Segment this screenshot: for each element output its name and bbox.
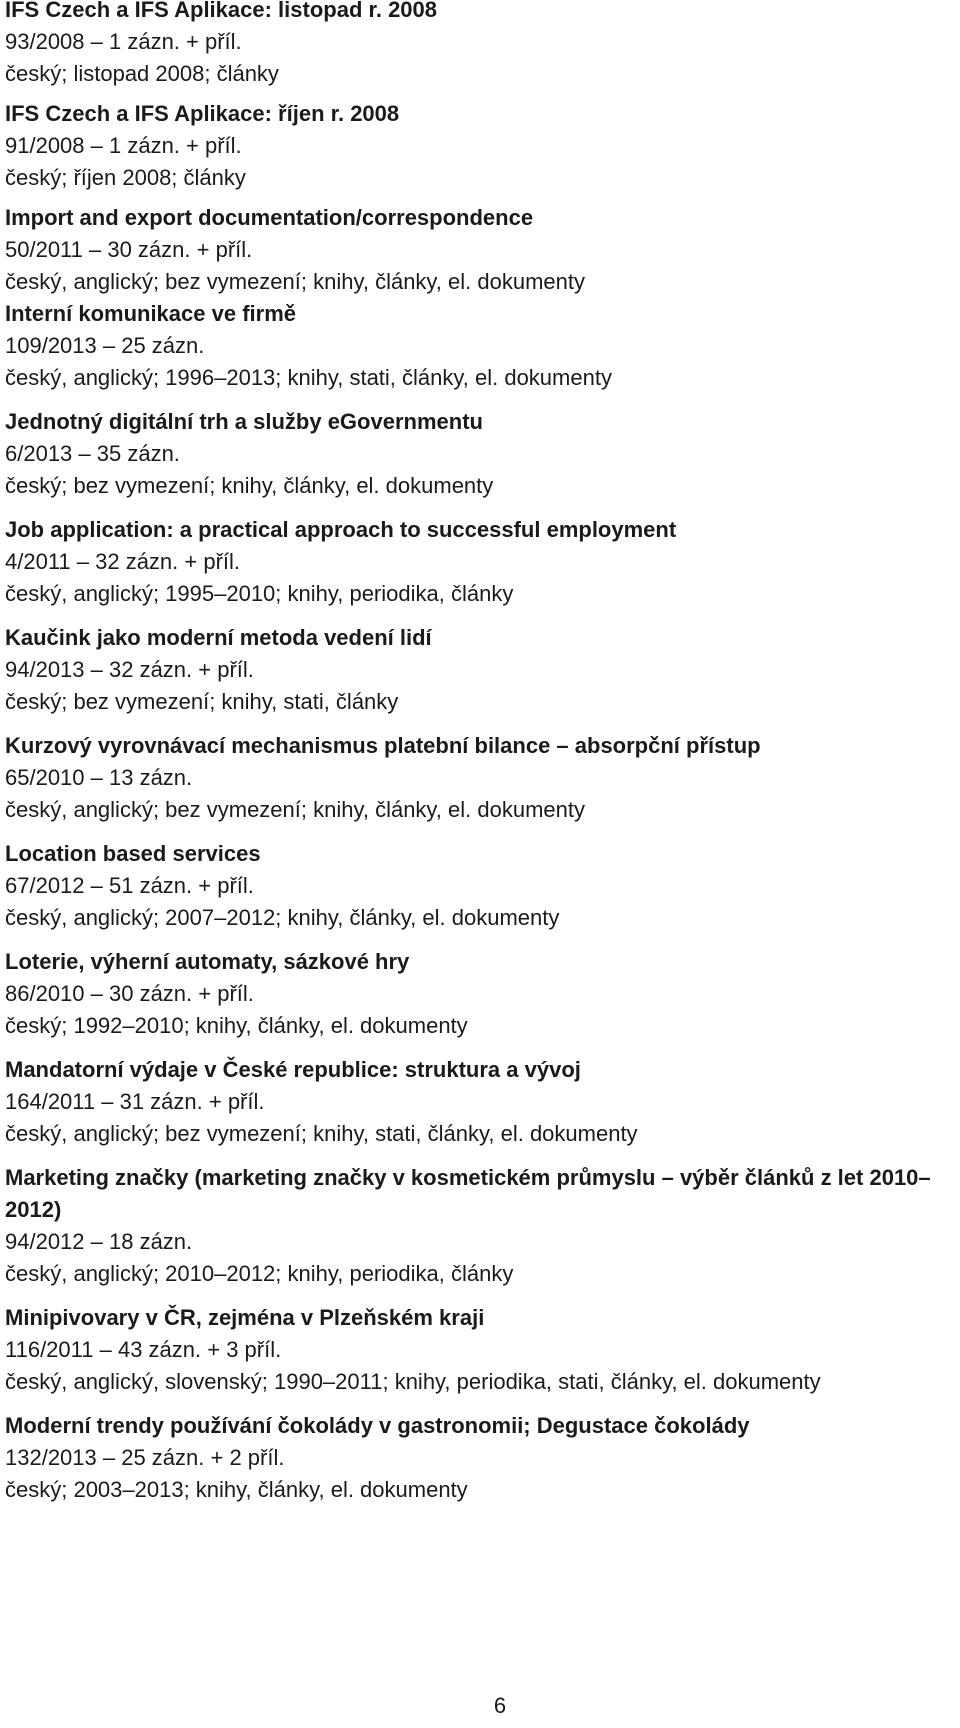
entry-details: český, anglický; bez vymezení; knihy, stati, články, el. dokumenty: [5, 1121, 638, 1146]
bibliography-entry: [5, 1410, 955, 1506]
bibliography-entry: [5, 0, 955, 90]
bibliography-entry: [5, 1162, 955, 1290]
entry-record: 132/2013 – 25 zázn. + 2 příl.: [5, 1445, 285, 1470]
entry-title: Location based services: [5, 841, 261, 866]
entry-record: 109/2013 – 25 zázn.: [5, 333, 205, 358]
entry-details: český, anglický; bez vymezení; knihy, články, el. dokumenty: [5, 797, 585, 822]
bibliography-entry: [5, 514, 955, 610]
bibliography-entry: [5, 298, 955, 394]
bibliography-entry: [5, 1054, 955, 1150]
entry-record: 6/2013 – 35 zázn.: [5, 441, 180, 466]
entry-details: český; 1992–2010; knihy, články, el. dokumenty: [5, 1013, 468, 1038]
bibliography-entry: [5, 730, 955, 826]
bibliography-entry: [5, 622, 955, 718]
entry-record: 67/2012 – 51 zázn. + příl.: [5, 873, 254, 898]
entry-details: český, anglický; 2007–2012; knihy, články, el. dokumenty: [5, 905, 560, 930]
bibliography-entry: [5, 98, 955, 194]
entry-title: Marketing značky (marketing značky v kosmetickém průmyslu – výběr článků z let 2010–2012): [5, 1165, 931, 1222]
entry-details: český, anglický; 1996–2013; knihy, stati, články, el. dokumenty: [5, 365, 612, 390]
entry-title: Kurzový vyrovnávací mechanismus platební bilance – absorpční přístup: [5, 733, 761, 758]
entry-details: český; listopad 2008; články: [5, 61, 279, 86]
bibliography-entry: [5, 838, 955, 934]
entry-title: Interní komunikace ve firmě: [5, 301, 296, 326]
entry-record: 116/2011 – 43 zázn. + 3 příl.: [5, 1337, 282, 1362]
entry-title: IFS Czech a IFS Aplikace: listopad r. 2008: [5, 0, 438, 22]
entry-record: 93/2008 – 1 zázn. + příl.: [5, 29, 242, 54]
entry-details: český, anglický; bez vymezení; knihy, články, el. dokumenty: [5, 269, 585, 294]
entry-record: 91/2008 – 1 zázn. + příl.: [5, 133, 242, 158]
entry-record: 94/2012 – 18 zázn.: [5, 1229, 193, 1254]
entry-details: český, anglický, slovenský; 1990–2011; knihy, periodika, stati, články, el. dokumenty: [5, 1369, 821, 1394]
entry-title: Jednotný digitální trh a služby eGovernmentu: [5, 409, 483, 434]
entry-title: Job application: a practical approach to successful employment: [5, 517, 677, 542]
entry-details: český; říjen 2008; články: [5, 165, 246, 190]
entry-title: IFS Czech a IFS Aplikace: říjen r. 2008: [5, 101, 400, 126]
entry-record: 50/2011 – 30 zázn. + příl.: [5, 237, 253, 262]
entry-record: 94/2013 – 32 zázn. + příl.: [5, 657, 254, 682]
entry-record: 65/2010 – 13 zázn.: [5, 765, 193, 790]
page-number: 6: [493, 1693, 507, 1718]
bibliography-entry: [5, 202, 955, 298]
entry-details: český; 2003–2013; knihy, články, el. dokumenty: [5, 1477, 468, 1502]
entry-details: český; bez vymezení; knihy, články, el. dokumenty: [5, 473, 494, 498]
entry-title: Loterie, výherní automaty, sázkové hry: [5, 949, 410, 974]
entry-record: 164/2011 – 31 zázn. + příl.: [5, 1089, 265, 1114]
entry-title: Kaučink jako moderní metoda vedení lidí: [5, 625, 432, 650]
bibliography-entry: [5, 406, 955, 502]
entry-record: 4/2011 – 32 zázn. + příl.: [5, 549, 241, 574]
entry-title: Moderní trendy používání čokolády v gastronomii; Degustace čokolády: [5, 1413, 750, 1438]
entry-title: Import and export documentation/correspondence: [5, 205, 534, 230]
entry-details: český; bez vymezení; knihy, stati, články: [5, 689, 399, 714]
entry-details: český, anglický; 2010–2012; knihy, periodika, články: [5, 1261, 514, 1286]
entry-title: Mandatorní výdaje v České republice: struktura a vývoj: [5, 1057, 581, 1082]
entry-title: Minipivovary v ČR, zejména v Plzeňském kraji: [5, 1305, 485, 1330]
bibliography-entry: [5, 1302, 955, 1398]
document-body: [5, 0, 955, 1506]
entry-record: 86/2010 – 30 zázn. + příl.: [5, 981, 254, 1006]
bibliography-entry: [5, 946, 955, 1042]
entry-details: český, anglický; 1995–2010; knihy, periodika, články: [5, 581, 514, 606]
